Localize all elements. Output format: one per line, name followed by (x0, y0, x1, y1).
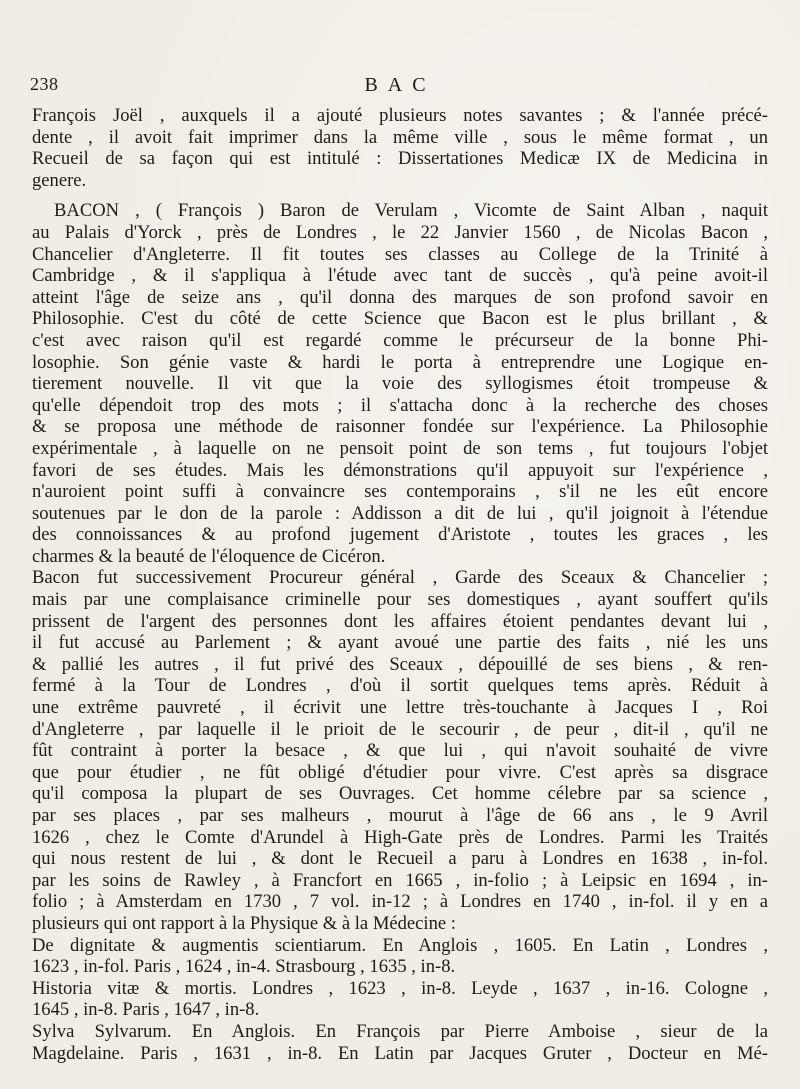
work-entry-line: Magdelaine. Paris , 1631 , in-8. En Latin par Jacques Gruter , Docteur en Mé- (32, 1042, 768, 1064)
text-line: & pallié les autres , il fut privé des Sceaux , dépouillé de ses biens , & ren- (32, 653, 768, 675)
text-line: prissent de l'argent des personnes dont les affaires étoient pendantes devant lui , (32, 610, 768, 632)
text-line: une extrême pauvreté , il écrivit une lettre très-touchante à Jacques I , Roi (32, 697, 768, 719)
text-line: par les soins de Rawley , à Francfort en 1665 , in-folio ; à Leipsic en 1694 , in- (32, 869, 768, 891)
text-line: Cambridge , & il s'appliqua à l'étude avec tant de succès , qu'à peine avoit-il (32, 265, 768, 287)
work-entry-line: Sylva Sylvarum. En Anglois. En François par Pierre Amboise , sieur de la (32, 1020, 768, 1042)
text-line: genere. (32, 169, 87, 191)
page-header (30, 72, 770, 98)
text-line: d'Angleterre , par laquelle il le prioit de le secourir , de peur , dit-il , qu'il ne (32, 718, 768, 740)
text-line: Recueil de sa façon qui est intitulé : Dissertationes Medicæ IX de Medicina in (32, 148, 768, 170)
work-entry-line: Historia vitæ & mortis. Londres , 1623 , in-8. Leyde , 1637 , in-16. Cologne , (32, 977, 768, 999)
text-line: que pour étudier , ne fût obligé d'étudier pour vivre. C'est après sa disgrace (32, 761, 768, 783)
text-line: dente , il avoit fait imprimer dans la même ville , sous le même format , un (32, 126, 768, 148)
works-list (32, 935, 768, 1065)
text-line: il fut accusé au Parlement ; & ayant avoué une partie des faits , nié les uns (32, 632, 768, 654)
text-line: Bacon fut successivement Procureur général , Garde des Sceaux & Chancelier ; (32, 567, 768, 589)
text-line: plusieurs qui ont rapport à la Physique & à la Médecine : (32, 912, 456, 934)
text-line: tierement nouvelle. Il vit que la voie des syllogismes étoit trompeuse & (32, 373, 768, 395)
work-entry-line: De dignitate & augmentis scientiarum. En Anglois , 1605. En Latin , Londres , (32, 934, 768, 956)
text-line: fermé à la Tour de Londres , d'où il sortit quelques tems après. Réduit à (32, 675, 768, 697)
text-line: & se proposa une méthode de raisonner fondée sur l'expérience. La Philosophie (32, 416, 768, 438)
work-entry-line: 1645 , in-8. Paris , 1647 , in-8. (32, 999, 260, 1021)
paragraph-career (32, 567, 768, 934)
text-line: atteint l'âge de seize ans , qu'il donna des marques de son profond savoir en (32, 286, 768, 308)
paragraph-continued (32, 105, 768, 191)
running-head: BAC (364, 74, 436, 96)
entry-heading-line: BACON , ( François ) Baron de Verulam , Vicomte de Saint Alban , naquit (54, 200, 768, 222)
page-number: 238 (30, 74, 59, 94)
text-line: charmes & la beauté de l'éloquence de Cicéron. (32, 545, 386, 567)
text-line: expérimentale , à laquelle on ne pensoit point de son tems , fut toujours l'objet (32, 437, 768, 459)
text-line: soutenues par le don de la parole : Addisson a dit de lui , qu'il joignoit à l'étendue (32, 502, 768, 524)
text-line: 1626 , chez le Comte d'Arundel à High-Gate près de Londres. Parmi les Traités (32, 826, 768, 848)
work-entry-line: 1623 , in-fol. Paris , 1624 , in-4. Strasbourg , 1635 , in-8. (32, 956, 456, 978)
text-line: qu'il composa la plupart de ses Ouvrages. Cet homme célebre par sa science , (32, 783, 768, 805)
text-line: n'auroient point suffi à convaincre ses contemporains , s'il ne les eût encore (32, 481, 768, 503)
text-line: folio ; à Amsterdam en 1730 , 7 vol. in-12 ; à Londres en 1740 , in-fol. il y en a (32, 891, 768, 913)
text-line: favori de ses études. Mais les démonstrations qu'il appuyoit sur l'expérience , (32, 459, 768, 481)
text-line: Chancelier d'Angleterre. Il fit toutes ses classes au College de la Trinité à (32, 243, 768, 265)
paragraph-bacon-entry (32, 200, 768, 567)
body-text (32, 105, 768, 1064)
text-line: fût contraint à porter la besace , & que lui , qui n'avoit souhaité de vivre (32, 740, 768, 762)
text-line: mais par une complaisance criminelle pour ses domestiques , ayant souffert qu'ils (32, 589, 768, 611)
text-line: des connoissances & au profond jugement d'Aristote , toutes les graces , les (32, 524, 768, 546)
text-line: qui nous restent de lui , & dont le Recueil a paru à Londres en 1638 , in-fol. (32, 848, 768, 870)
text-line: François Joël , auxquels il a ajouté plusieurs notes savantes ; & l'année précé- (32, 105, 768, 126)
text-line: losophie. Son génie vaste & hardi le porta à entreprendre une Logique en- (32, 351, 768, 373)
text-line: qu'elle dépendoit trop des mots ; il s'attacha donc à la recherche des choses (32, 394, 768, 416)
text-line: Philosophie. C'est du côté de cette Science que Bacon est le plus brillant , & (32, 308, 768, 330)
text-line: par ses places , par ses malheurs , mourut à l'âge de 66 ans , le 9 Avril (32, 805, 768, 826)
text-line: c'est avec raison qu'il est regardé comme le précurseur de la bonne Phi- (32, 329, 768, 351)
text-line: au Palais d'Yorck , près de Londres , le 22 Janvier 1560 , de Nicolas Bacon , (32, 221, 768, 243)
